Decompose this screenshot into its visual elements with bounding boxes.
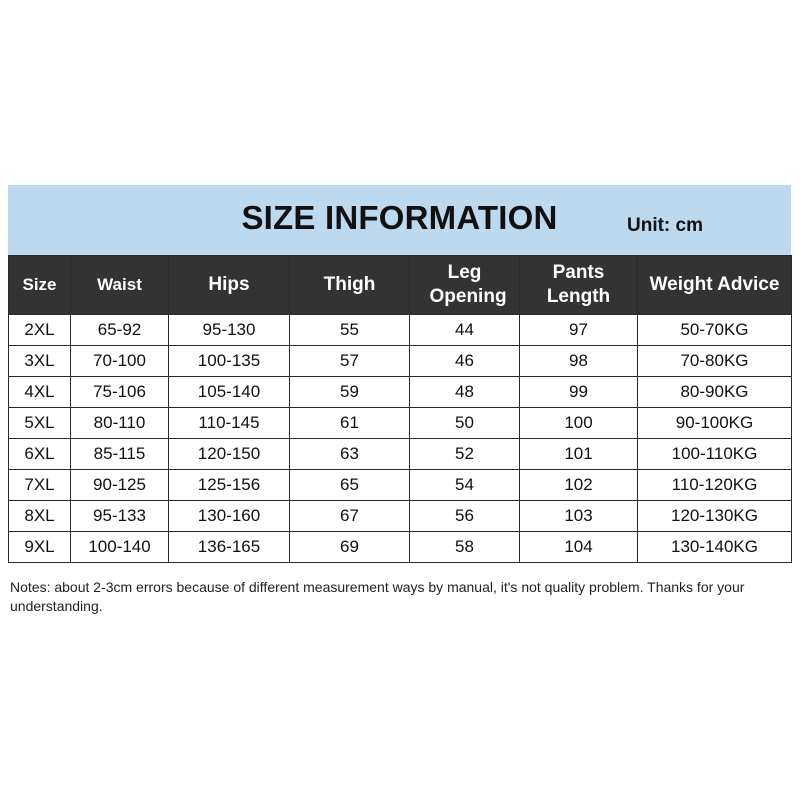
table-cell: 70-100 [71, 346, 169, 377]
size-table [8, 255, 792, 563]
header-weight-advice: Weight Advice [638, 256, 792, 315]
title-banner [8, 185, 791, 255]
table-cell: 8XL [9, 501, 71, 532]
table-cell: 105-140 [169, 377, 290, 408]
size-chart-card [8, 185, 791, 563]
table-row [9, 439, 792, 470]
table-cell: 98 [520, 346, 638, 377]
table-cell: 50-70KG [638, 315, 792, 346]
table-cell: 2XL [9, 315, 71, 346]
table-cell: 61 [290, 408, 410, 439]
table-cell: 120-150 [169, 439, 290, 470]
table-cell: 75-106 [71, 377, 169, 408]
table-cell: 90-125 [71, 470, 169, 501]
table-cell: 104 [520, 532, 638, 563]
header-waist: Waist [71, 256, 169, 315]
table-cell: 46 [410, 346, 520, 377]
table-cell: 80-90KG [638, 377, 792, 408]
table-cell: 100-135 [169, 346, 290, 377]
table-cell: 136-165 [169, 532, 290, 563]
table-header-row [9, 256, 792, 315]
table-cell: 52 [410, 439, 520, 470]
header-leg-opening [410, 256, 520, 315]
header-pants-length [520, 256, 638, 315]
header-thigh: Thigh [290, 256, 410, 315]
table-cell: 67 [290, 501, 410, 532]
table-cell: 110-120KG [638, 470, 792, 501]
table-cell: 65 [290, 470, 410, 501]
table-cell: 97 [520, 315, 638, 346]
table-cell: 5XL [9, 408, 71, 439]
table-cell: 101 [520, 439, 638, 470]
table-cell: 85-115 [71, 439, 169, 470]
table-cell: 120-130KG [638, 501, 792, 532]
table-cell: 110-145 [169, 408, 290, 439]
table-cell: 95-130 [169, 315, 290, 346]
table-cell: 3XL [9, 346, 71, 377]
header-pants-length-text: Pants Length [546, 262, 611, 307]
table-cell: 125-156 [169, 470, 290, 501]
table-cell: 48 [410, 377, 520, 408]
table-cell: 54 [410, 470, 520, 501]
table-cell: 95-133 [71, 501, 169, 532]
table-cell: 7XL [9, 470, 71, 501]
header-leg-opening-text: Leg Opening [429, 262, 507, 307]
table-row [9, 315, 792, 346]
table-body [9, 315, 792, 563]
header-size: Size [9, 256, 71, 315]
header-hips: Hips [169, 256, 290, 315]
table-cell: 44 [410, 315, 520, 346]
table-cell: 56 [410, 501, 520, 532]
table-cell: 50 [410, 408, 520, 439]
table-row [9, 408, 792, 439]
table-cell: 130-160 [169, 501, 290, 532]
table-cell: 63 [290, 439, 410, 470]
table-cell: 9XL [9, 532, 71, 563]
table-cell: 57 [290, 346, 410, 377]
table-cell: 100 [520, 408, 638, 439]
table-cell: 103 [520, 501, 638, 532]
table-cell: 65-92 [71, 315, 169, 346]
table-cell: 80-110 [71, 408, 169, 439]
table-cell: 100-140 [71, 532, 169, 563]
table-cell: 99 [520, 377, 638, 408]
table-cell: 69 [290, 532, 410, 563]
table-cell: 102 [520, 470, 638, 501]
unit-label: Unit: cm [627, 215, 703, 236]
table-cell: 100-110KG [638, 439, 792, 470]
table-cell: 130-140KG [638, 532, 792, 563]
table-row [9, 377, 792, 408]
table-cell: 55 [290, 315, 410, 346]
table-cell: 58 [410, 532, 520, 563]
table-row [9, 470, 792, 501]
table-row [9, 346, 792, 377]
notes-text: Notes: about 2-3cm errors because of different measurement ways by manual, it's not quality problem. Thanks for your understanding. [10, 579, 745, 614]
table-row [9, 501, 792, 532]
table-cell: 4XL [9, 377, 71, 408]
chart-title: SIZE INFORMATION [241, 199, 558, 236]
table-cell: 59 [290, 377, 410, 408]
table-cell: 70-80KG [638, 346, 792, 377]
table-cell: 90-100KG [638, 408, 792, 439]
table-row [9, 532, 792, 563]
table-cell: 6XL [9, 439, 71, 470]
